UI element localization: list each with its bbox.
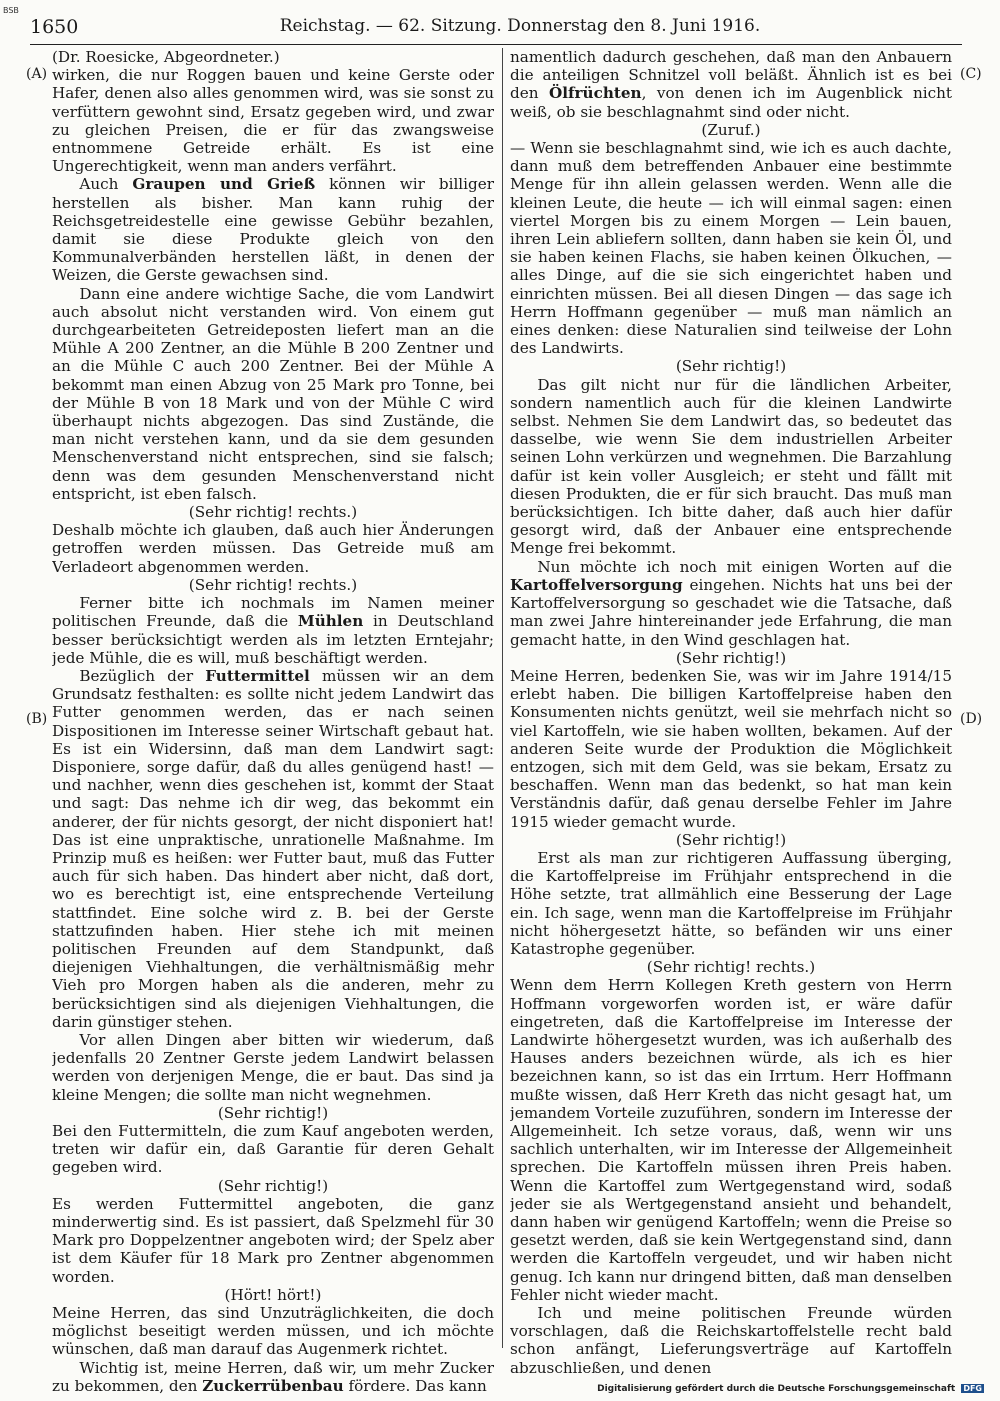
column-separator [502,48,503,1348]
paragraph-text: namentlich dadurch geschehen, daß man den Anbauern die anteiligen Schnitzel voll beläßt. Ähnlich ist es bei den [510,48,952,103]
paragraph [52,594,494,667]
right-column [510,48,952,1377]
margin-marker-c: (C) [960,66,982,82]
paragraph: Deshalb möchte ich glauben, daß auch hier Änderungen getroffen werden müssen. Das Getreide muß am Verladeort abgenommen werden. [52,521,494,576]
interjection: (Zuruf.) [701,120,761,139]
emphasis: Graupen und Grieß [132,175,316,194]
paragraph-text: Nun möchte ich noch mit einigen Worten auf die [537,557,952,576]
interjection: (Sehr richtig!) [675,830,787,849]
page-number: 1650 [30,16,79,38]
footer-text: Digitalisierung gefördert durch die Deutsche Forschungsgemeinschaft [597,1384,956,1394]
paragraph: Ich und meine politischen Freunde würden vorschlagen, daß die Reichskartoffelstelle recht bald schon anfängt, Lieferungsverträge auf Kartoffeln abzuschließen, und denen [510,1304,952,1377]
interjection: (Sehr richtig! rechts.) [188,503,358,522]
paragraph-text: müssen wir an dem Grundsatz festhalten: es sollte nicht jedem Landwirt das Futter genommen werden, das er nach seinen Dispositionen im Interesse seiner Wirtschaft gebaut hat. Es ist ein Widersinn, daß man dem Landwirt sagt: Disponiere, sorge dafür, daß du alles genügend hast! — und nachher, wenn dies geschehen ist, kommt der Staat und sagt: Das nehme ich dir weg, das bekommt ein anderer, der für nichts gesorgt, der nicht disponiert hat! Das ist eine unpraktische, unrationelle Maßnahme. Im Prinzip muß es heißen: wer Futter baut, muß das Futter auch für sich haben. Das hindert aber nicht, daß dort, wo es berechtigt ist, eine entsprechende Verteilung stattfindet. Eine solche wird z. B. bei der Gerste stattzufinden haben. Hier stehe ich mit meinen politischen Freunden auf dem Standpunkt, daß diejenigen Viehhaltungen, die verhältnismäßig mehr Vieh pro Morgen haben als die anderen, mehr zu berücksichtigen sind als diejenigen Viehhaltungen, die darin günstiger stehen. [52,666,494,1031]
paragraph [52,667,494,1031]
margin-marker-a: (A) [26,66,48,82]
emphasis: Ölfrüchten [549,84,642,103]
paragraph-text: fördere. Das kann [343,1376,487,1395]
emphasis: Kartoffelversorgung [510,575,683,594]
paragraph-text: , von denen ich im Augenblick nicht weiß, ob sie beschlagnahmt sind oder nicht. [510,84,952,121]
interjection: (Sehr richtig!) [217,1176,329,1195]
emphasis: Mühlen [297,612,364,631]
paragraph-text: Wichtig ist, meine Herren, daß wir, um mehr Zucker zu bekommen, den [52,1358,494,1395]
digitization-footer [597,1384,984,1394]
running-head: Reichstag. — 62. Sitzung. Donnerstag den 8. Juni 1916. [279,16,761,36]
paragraph: Meine Herren, das sind Unzuträglichkeiten, die doch möglichst beseitigt werden müssen, und ich möchte wünschen, daß man darauf das Augenmerk richtet. [52,1304,494,1359]
paragraph [52,1359,494,1395]
margin-marker-d: (D) [960,711,983,727]
interjection: (Sehr richtig!) [675,357,787,376]
paragraph-text: eingehen. Nichts hat uns bei der Kartoffelversorgung so geschadet wie die Tatsache, daß man zwei Jahre hintereinander jede Erfahrung, die man gemacht hatte, in den Wind geschlagen hat. [510,575,952,649]
paragraph-text: Ferner bitte ich nochmals im Namen meiner politischen Freunde, daß die [52,594,494,631]
paragraph: Dann eine andere wichtige Sache, die vom Landwirt auch absolut nicht verstanden wird. Von einem gut durchgearbeiteten Getreideposten liefert man an die Mühle A 200 Zentner, an die Mühle B 200 Zentner und an die Mühle C auch 200 Zentner. Bei der Mühle A bekommt man einen Abzug von 25 Mark pro Tonne, bei der Mühle B von 18 Mark und von der Mühle C wird überhaupt nichts abgezogen. Das sind Zustände, die man nicht verstehen kann, und da sie dem gesunden Menschenverstand nicht entsprechen, sind sie falsch; denn was dem gesunden Menschenverstand nicht entspricht, ist eben falsch. [52,284,494,503]
paragraph: Vor allen Dingen aber bitten wir wiederum, daß jedenfalls 20 Zentner Gerste jedem Landwirt belassen werden von derjenigen Menge, die er baut. Das sind ja kleine Mengen; die sollte man nicht wegnehmen. [52,1030,494,1104]
paragraph: — Wenn sie beschlagnahmt sind, wie ich es auch dachte, dann muß dem betreffenden Anbauer eine bestimmte Menge für ihn allein gelassen werden. Wenn alle die kleinen Leute, die heute — ich will einmal sagen: einen viertel Morgen bis zu einem Morgen — Lein bauen, ihren Lein abliefern sollten, dann haben sie kein Öl, und sie haben keinen Flachs, sie haben keinen Ölkuchen, — alles Dinge, auf die sie sich eingerichtet haben und einrichten müssen. Bei all diesen Dingen — das sage ich Herrn Hoffmann gegenüber — muß man nämlich an eines denken: diese Naturalien sind teilweise der Lohn des Landwirts. [510,139,952,358]
interjection: (Hört! hört!) [224,1285,322,1304]
interjection: (Sehr richtig! rechts.) [188,575,358,594]
emphasis: Futtermittel [205,666,310,685]
paragraph: wirken, die nur Roggen bauen und keine Gerste oder Hafer, denen also alles genommen wird, was sie sonst zu verfüttern gewohnt sind, Ersatz gegeben wird, und zwar zu gleichen Preisen, die er für das zwangsweise entnommene Getreide erhält. Es ist eine Ungerechtigkeit, wenn man anders verfährt. [52,66,494,176]
margin-marker-b: (B) [26,711,48,727]
header-rule [30,44,962,45]
paragraph-text: können wir billiger herstellen als bisher. Man kann ruhig der Reichsgetreidestelle eine gewisse Gebühr bezahlen, damit sie diese Produkte gleich von den Kommunalverbänden herstellen läßt, in denen der Weizen, die Gerste gewachsen sind. [52,175,494,285]
emphasis: Zuckerrübenbau [202,1376,344,1395]
speaker-note: (Dr. Roesicke, Abgeordneter.) [52,48,280,66]
paragraph [510,558,952,649]
paragraph: Erst als man zur richtigeren Auffassung überging, die Kartoffelpreise im Frühjahr entsprechend in die Höhe setzte, trat allmählich eine Besserung der Lage ein. Ich sage, wenn man die Kartoffelpreise im Frühjahr nicht höhergesetzt hätte, so befänden wir uns einer Katastrophe gegenüber. [510,848,952,958]
paragraph: Wenn dem Herrn Kollegen Kreth gestern von Herrn Hoffmann vorgeworfen worden ist, er wäre dafür eingetreten, daß die Kartoffelpreise im Interesse der Landwirte höhergesetzt wurden, was ich außerhalb des Hauses anders bezeichnen würde, als ich es hier bezeichnen kann, so ist das ein Irrtum. Herr Hoffmann mußte wissen, daß Herr Kreth das nicht gesagt hat, um jemandem Vorteile zuzuführen, sondern im Interesse der Allgemeinheit. Ich setze voraus, daß, wenn wir uns sachlich unterhalten, wir im Interesse der Allgemeinheit sprechen. Die Kartoffeln müssen ihren Preis haben. Wenn die Kartoffel zum Wertgegenstand wird, sodaß jeder sie als Wertgegenstand ansieht und behandelt, dann haben wir genügend Kartoffeln; wenn die Preise so gesetzt werden, daß sie kein Wertgegenstand sind, dann werden die Kartoffeln vergeudet, und wir haben nicht genug. Ich kann nur dringend bitten, daß man denselben Fehler nicht wieder macht. [510,976,952,1304]
library-tag: BSB [3,6,19,15]
left-column [52,48,494,1395]
paragraph [510,48,952,121]
interjection: (Sehr richtig! rechts.) [646,958,816,977]
paragraph: Meine Herren, bedenken Sie, was wir im Jahre 1914/15 erlebt haben. Die billigen Kartoffelpreise haben den Konsumenten nichts genützt, weil sie mehrfach nicht so viel Kartoffeln, wie sie haben wollten, bekamen. Auf der anderen Seite wurde der Produktion die Möglichkeit entzogen, sich mit dem Geld, was sie bekam, Ersatz zu beschaffen. Wenn man das bedenkt, so hat man kein Verständnis dafür, daß genau derselbe Fehler im Jahre 1915 wieder gemacht wurde. [510,666,952,831]
paragraph-text: Bezüglich der [79,666,206,685]
paragraph: Das gilt nicht nur für die ländlichen Arbeiter, sondern namentlich auch für die kleinen Landwirte selbst. Nehmen Sie dem Landwirt das, so bedeutet das dasselbe, wie wenn Sie dem industriellen Arbeiter seinen Lohn verkürzen und wegnehmen. Die Barzahlung dafür ist kein voller Ausgleich; er steht und fällt mit diesen Produkten, die er für sich braucht. Das muß man berücksichtigen. Ich bitte daher, daß auch hier dafür gesorgt wird, daß der Anbauer eine entsprechende Menge frei bekommt. [510,375,952,558]
paragraph-text: Auch [79,175,133,194]
dfg-logo: DFG [963,1384,982,1393]
interjection: (Sehr richtig!) [217,1103,329,1122]
paragraph: Es werden Futtermittel angeboten, die ganz minderwertig sind. Es ist passiert, daß Spelzmehl für 30 Mark pro Doppelzentner angeboten wird; der Spelz aber ist dem Käufer für 18 Mark pro Zentner abgenommen worden. [52,1194,494,1286]
paragraph [52,175,494,284]
paragraph: Bei den Futtermitteln, die zum Kauf angeboten werden, treten wir dafür ein, daß Garantie für deren Gehalt gegeben wird. [52,1121,494,1177]
paragraph-text: in Deutschland besser berücksichtigt werden als im letzten Erntejahr; jede Mühle, die es will, muß beschäftigt werden. [52,612,494,667]
interjection: (Sehr richtig!) [675,648,787,667]
